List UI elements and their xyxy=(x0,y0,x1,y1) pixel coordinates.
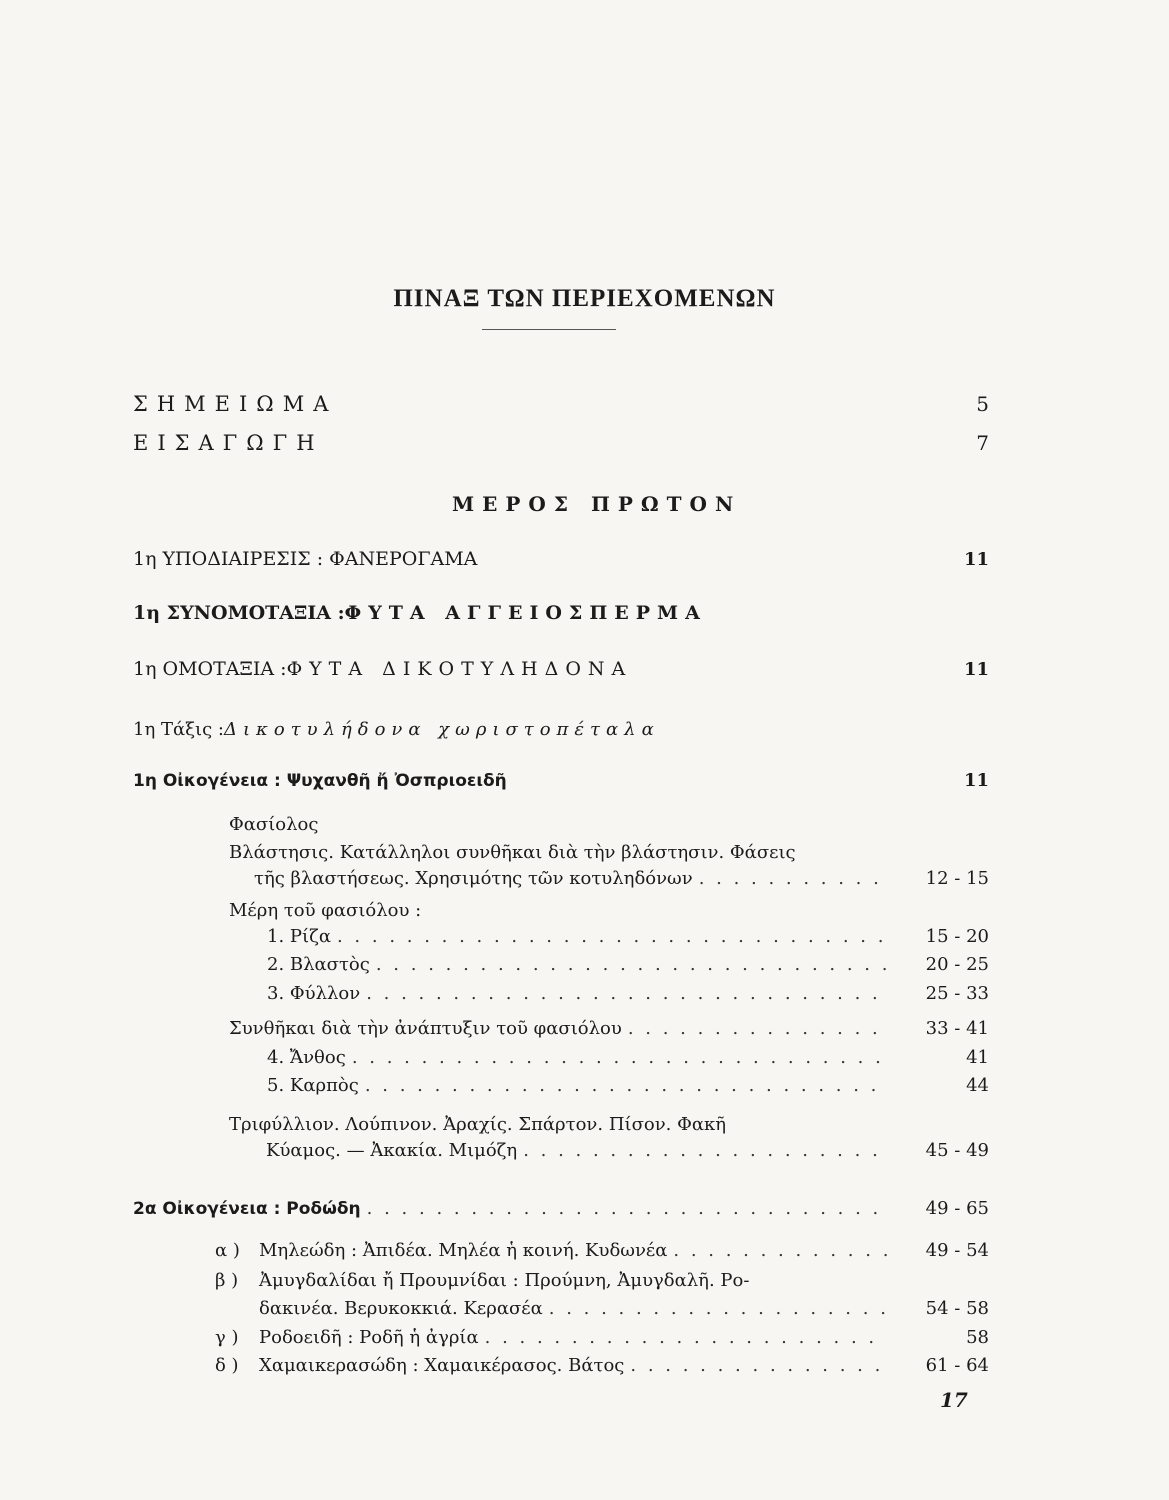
page-title: ΠΙΝΑΞ ΤΩΝ ΠΕΡΙΕΧΟΜΕΝΩΝ xyxy=(393,285,776,312)
toc-entry-anthos[interactable] xyxy=(267,1047,989,1075)
entry-page: 11 xyxy=(963,549,989,570)
entry-label: 1η ΥΠΟΔΙΑΙΡΕΣΙΣ : ΦΑΝΕΡΟΓΑΜΑ xyxy=(133,548,478,570)
entry-mark: δ ) xyxy=(215,1355,239,1376)
toc-entry-simeioma[interactable] xyxy=(133,392,989,420)
entry-label: ΦΥΤΑ ΑΓΓΕΙΟΣΠΕΡΜΑ xyxy=(344,602,707,624)
toc-entry-rodoeidi[interactable] xyxy=(215,1327,989,1355)
entry-page: 45 - 49 xyxy=(925,1140,989,1161)
leader-dots xyxy=(549,1298,887,1319)
page-number: 17 xyxy=(940,1388,968,1412)
leader-dots xyxy=(485,1327,887,1348)
leader-dots xyxy=(699,868,887,889)
entry-page: 33 - 41 xyxy=(925,1018,989,1039)
entry-vlastisis-line1: Βλάστησις. Κατάλληλοι συνθῆκαι διὰ τὴν βλάστησιν. Φάσεις xyxy=(229,842,796,863)
toc-entry-taxis[interactable] xyxy=(133,719,989,747)
leader-dots xyxy=(367,1198,887,1219)
entry-label: 4. Ἄνθος xyxy=(267,1047,346,1068)
entry-label: Ροδοειδῆ : Ροδῆ ἡ ἀγρία xyxy=(259,1327,479,1348)
entry-mark: α ) xyxy=(215,1240,240,1261)
entry-label: 1. Ρίζα xyxy=(267,926,331,947)
toc-entry-vlastisis[interactable] xyxy=(254,868,989,896)
entry-label: ΕΙΣΑΓΩΓΗ xyxy=(133,431,324,455)
entry-page: 61 - 64 xyxy=(925,1355,989,1376)
leader-dots xyxy=(673,1240,887,1261)
toc-entry-family-1[interactable] xyxy=(133,770,989,798)
toc-entry-subdivision[interactable] xyxy=(133,548,989,576)
entry-fasiolos: Φασίολος xyxy=(229,814,319,835)
entry-label: Μηλεώδη : Ἀπιδέα. Μηλέα ἡ κοινή. Κυδωνέα xyxy=(259,1240,668,1261)
leader-dots xyxy=(366,983,887,1004)
entry-mark: γ ) xyxy=(215,1327,239,1348)
leader-dots xyxy=(337,926,887,947)
entry-page: 7 xyxy=(976,431,989,455)
toc-entry-riza[interactable] xyxy=(267,926,989,954)
entry-page: 20 - 25 xyxy=(925,954,989,975)
leader-dots xyxy=(628,1018,887,1039)
toc-entry-trifyllion[interactable] xyxy=(266,1140,989,1168)
toc-entry-omotaxia[interactable] xyxy=(133,658,989,686)
toc-entry-milеodi[interactable] xyxy=(215,1240,989,1268)
entry-label: Συνθῆκαι διὰ τὴν ἀνάπτυξιν τοῦ φασιόλου xyxy=(229,1018,622,1039)
leader-dots xyxy=(365,1075,887,1096)
entry-page: 12 - 15 xyxy=(925,868,989,889)
leader-dots xyxy=(630,1355,887,1376)
entry-page: 54 - 58 xyxy=(925,1298,989,1319)
entry-label: Ἀμυγδαλίδαι ἤ Προυμνίδαι : Προύμνη, Ἀμυγδαλῆ. Ρο- xyxy=(259,1270,750,1291)
title-underline xyxy=(482,329,616,330)
entry-label: 2. Βλαστὸς xyxy=(267,954,370,975)
leader-dots xyxy=(352,1047,887,1068)
entry-page: 49 - 54 xyxy=(925,1240,989,1261)
toc-entry-synomotaxia[interactable] xyxy=(133,602,989,630)
entry-page: 11 xyxy=(963,770,989,791)
entry-label: δακινέα. Βερυκοκκιά. Κερασέα xyxy=(259,1298,543,1319)
toc-entry-karpos[interactable] xyxy=(267,1075,989,1103)
entry-page: 49 - 65 xyxy=(925,1198,989,1219)
toc-entry-family-2[interactable] xyxy=(133,1198,989,1226)
entry-page: 44 xyxy=(966,1075,989,1096)
entry-page: 15 - 20 xyxy=(925,926,989,947)
entry-meri: Μέρη τοῦ φασιόλου : xyxy=(229,900,422,921)
entry-prefix: 1η ΣΥΝΟΜΟΤΑΞΙΑ : xyxy=(133,602,345,624)
toc-entry-amygdalides-line1[interactable] xyxy=(215,1270,989,1298)
entry-label: Δικοτυλήδονα χωριστοπέταλα xyxy=(223,719,660,740)
leader-dots xyxy=(523,1140,887,1161)
entry-page: 5 xyxy=(976,392,989,416)
entry-page: 25 - 33 xyxy=(925,983,989,1004)
entry-page: 11 xyxy=(963,659,989,680)
entry-page: 58 xyxy=(966,1327,989,1348)
toc-entry-chamaikerasodi[interactable] xyxy=(215,1355,989,1383)
toc-entry-vlastos[interactable] xyxy=(267,954,989,982)
entry-label: Κύαμος. — Ἀκακία. Μιμόζη xyxy=(266,1140,518,1161)
toc-entry-amygdalides[interactable] xyxy=(259,1298,989,1326)
entry-label: ΦΥΤΑ ΔΙΚΟΤΥΛΗΔΟΝΑ xyxy=(286,658,633,680)
entry-label: 5. Καρπὸς xyxy=(267,1075,359,1096)
toc-entry-fyllon[interactable] xyxy=(267,983,989,1011)
entry-page: 41 xyxy=(966,1047,989,1068)
leader-dots xyxy=(376,954,887,975)
entry-label: 1η Οἰκογένεια : Ψυχανθῆ ἤ Ὀσπριοειδῆ xyxy=(133,771,507,791)
toc-entry-synthikai[interactable] xyxy=(229,1018,989,1046)
part-title: ΜΕΡΟΣ ΠΡΩΤΟΝ xyxy=(452,492,742,516)
entry-label: ΣΗΜΕΙΩΜΑ xyxy=(133,392,338,416)
entry-prefix: 1η ΟΜΟΤΑΞΙΑ : xyxy=(133,658,287,680)
entry-label: τῆς βλαστήσεως. Χρησιμότης τῶν κοτυληδόνων xyxy=(254,868,693,889)
entry-label: 2α Οἰκογένεια : Ροδώδη xyxy=(133,1199,361,1219)
entry-label: 3. Φύλλον xyxy=(267,983,361,1004)
entry-prefix: 1η Τάξις : xyxy=(133,719,224,740)
entry-mark: β ) xyxy=(215,1270,239,1291)
entry-label: Χαμαικερασώδη : Χαμαικέρασος. Βάτος xyxy=(259,1355,625,1376)
toc-entry-eisagogi[interactable] xyxy=(133,431,989,459)
entry-trifyllion-line1: Τριφύλλιον. Λούπινον. Ἀραχίς. Σπάρτον. Πίσον. Φακῆ xyxy=(229,1114,727,1135)
